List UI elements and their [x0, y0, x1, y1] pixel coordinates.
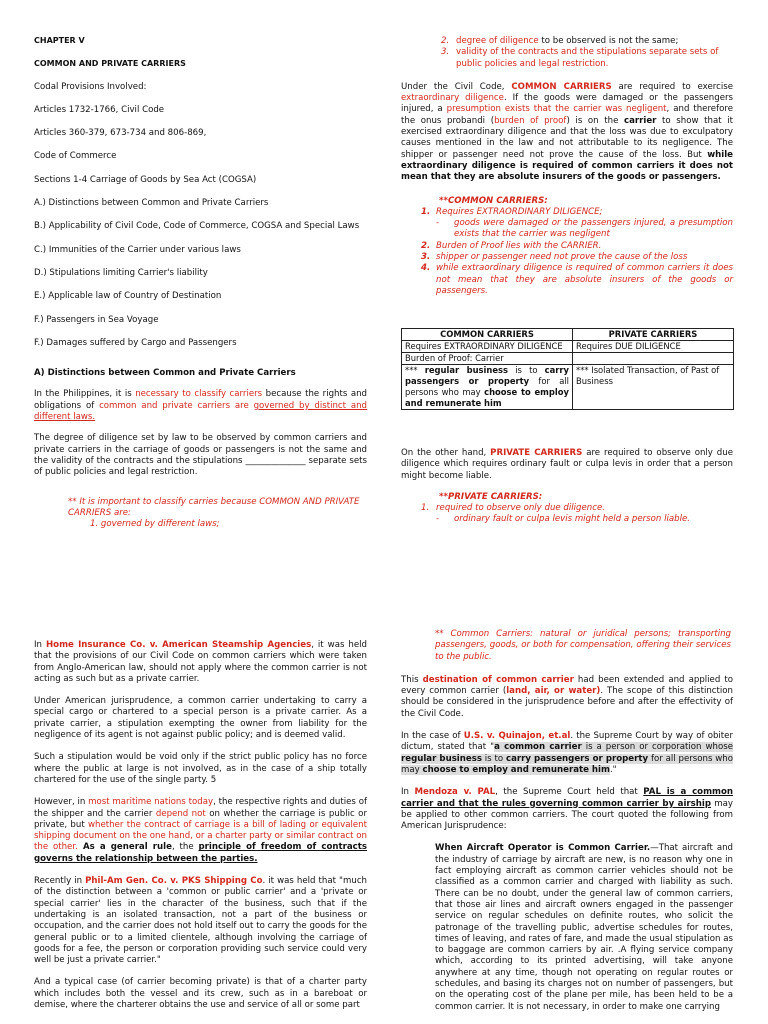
comparison-table [401, 328, 734, 410]
common-carriers-notes [401, 196, 733, 298]
list-item: 4. while extraordinary diligence is required of common carriers it does not mean that they are absolute insurers of the goods or passengers. [421, 263, 733, 296]
list-item: 2. degree of diligence to be observed is not the same; [441, 36, 679, 46]
table-row [402, 341, 734, 353]
note-text: ** It is important to classify carries because COMMON AND PRIVATE CARRIERS are: [68, 496, 360, 518]
paragraph-diligence: The degree of diligence set by law to be observed by common carriers and private carriers in the carriage of goods or passengers is not the same and the validity of the contracts and the stipulations ______________ separate sets of public policies and legal restriction. [34, 433, 367, 478]
codal-item: Articles 360-379, 673-734 and 806-869, [34, 128, 207, 139]
notes-heading: **PRIVATE CARRIERS: [439, 491, 543, 502]
paragraph-void: Such a stipulation would be void only if the strict public policy has no force where the public at large is not involved, as in the case of a ship totally chartered for the use of the single party. 5 [34, 752, 367, 785]
paragraph-american: Under American jurisprudence, a common carrier undertaking to carry a special cargo or chartered to a special person is a private carrier. As a private carrier, a stipulation exempting the owner from liability for the negligence of its agent is not against public policy; and is deemed valid. [34, 696, 367, 741]
topic-item: A.) Distinctions between Common and Private Carriers [34, 198, 269, 209]
topic-item: E.) Applicable law of Country of Destination [34, 291, 222, 302]
topic-item: F.) Passengers in Sea Voyage [34, 314, 159, 325]
chapter-title: COMMON AND PRIVATE CARRIERS [34, 59, 186, 69]
list-item: 1. Requires EXTRAORDINARY DILIGENCE; [421, 206, 603, 217]
private-carriers-notes [401, 492, 733, 526]
list-item: 3. shipper or passenger need not prove the cause of the loss [421, 252, 688, 263]
right-bottom-column [401, 629, 733, 1013]
paragraph-quinajon: In the case of U.S. v. Quinajon, et.al. the Supreme Court by way of obiter dictum, stated that "a common carrier is a person or corporation whose regular business is to carry passengers or property for all persons who may choose to employ and remunerate him." [401, 731, 734, 775]
table-cell: *** regular business is to carry passengers or property for all persons who may choose to employ and remunerate him [402, 365, 573, 410]
paragraph-charter: And a typical case (of carrier becoming private) is that of a charter party which includes both the vessel and its crew, such as in a bareboat or demise, where the charterer obtains the use and service of all or some part [34, 977, 367, 1011]
paragraph-home-insurance: In Home Insurance Co. v. American Steamship Agencies, it was held that the provisions of our Civil Code on common carriers which were taken from Anglo-American law, should not apply where the common carrier is not acting as such but as a private carrier. [34, 640, 368, 684]
table-header: PRIVATE CARRIERS [573, 329, 734, 341]
codal-item: Sections 1-4 Carriage of Goods by Sea Act (COGSA) [34, 174, 257, 185]
paragraph-civil-code: Under the Civil Code, COMMON CARRIERS are required to exercise extraordinary diligence. If the goods were damaged or the passengers injured, a presumption exists that the carrier was negligent, and therefore the onus probandi (burden of proof) is on the carrier to show that it exercised extraordinary diligence and that the loss was due to exculpatory causes mentioned in the law and not attributable to its negligence. The shipper or passenger need not prove the cause of the loss. But while extraordinary diligence is required of common carriers it does not mean that they are absolute insurers of the goods or passengers. [401, 81, 733, 183]
chapter-label: CHAPTER V [34, 36, 85, 45]
topic-item: F.) Damages suffered by Cargo and Passengers [34, 337, 237, 348]
paragraph-maritime: However, in most maritime nations today, the respective rights and duties of the shipper and the carrier depend not on whether the carriage is public or private, but whether the contract of carriage is a bill of lading or equivalent shipping document on the one hand, or a charter party or similar contract on the other. As a general rule, the principle of freedom of contracts governs the relationship between the parties. [34, 797, 367, 864]
paragraph-mendoza: In Mendoza v. PAL, the Supreme Court held that PAL is a common carrier and that the rules governing common carrier by airship may be applied to other common carriers. The court quoted the following from American Jurisprudence: [401, 787, 734, 832]
continued-list [401, 36, 731, 70]
quote-american-jurisprudence: When Aircraft Operator is Common Carrier.—That aircraft and the industry of carriage by aircraft are new, is no reason why one in fact employing aircraft as common carrier vehicles should not be classified as a common carrier and charged with liability as such. There can be no doubt, under the general law of common carriers, that those air lines and aircraft owners engaged in the passenger service on regular schedules on definite routes, who solicit the patronage of the travelling public, advertise schedules for routes, times of leaving, and rates of fare, and made the usual stipulation as to baggage are common carriers by air. .A flying service company which, according to its printed advertising, will take anyone anywhere at any time, though not operating on regular routes or schedules, and basing its charges not on number of passengers, but on the operating cost of the plane per mile, has been held to be a common carrier. It is not necessary, in order to make one carrying [435, 843, 733, 1012]
codal-label: Codal Provisions Involved: [34, 81, 147, 92]
paragraph-classify: In the Philippines, it is necessary to classify carriers because the rights and obligations of common and private carriers are governed by distinct and different laws. [34, 389, 367, 423]
table-cell [573, 353, 734, 365]
topic-item: B.) Applicability of Civil Code, Code of Commerce, COGSA and Special Laws [34, 221, 360, 232]
codal-item: Articles 1732-1766, Civil Code [34, 104, 165, 115]
table-cell: Requires EXTRAORDINARY DILIGENCE [402, 341, 573, 353]
table-cell: Requires DUE DILIGENCE [573, 341, 734, 353]
table-cell: *** Isolated Transaction, of Past of Business [573, 365, 734, 410]
right-top-column [401, 36, 733, 297]
right-private-section [401, 448, 733, 526]
table-header-row [402, 329, 734, 341]
list-item: 3. validity of the contracts and the stipulations separate sets of public policies and legal restriction. [441, 47, 719, 69]
note-item: 1. governed by different laws; [90, 519, 220, 530]
list-item: - goods were damaged or the passengers injured, a presumption exists that the carrier was negligent [436, 218, 733, 240]
list-item: 1. required to observe only due diligence. [421, 503, 605, 514]
notes-heading: **COMMON CARRIERS: [439, 195, 548, 206]
table-row [402, 353, 734, 365]
topic-item: C.) Immunities of the Carrier under various laws [34, 244, 241, 255]
section-a-heading: A) Distinctions between Common and Private Carriers [34, 368, 296, 379]
topic-item: D.) Stipulations limiting Carrier's liability [34, 267, 208, 278]
left-bottom-column [34, 640, 367, 1011]
left-top-column [34, 35, 367, 530]
list-item: 2. Burden of Proof lies with the CARRIER. [421, 240, 602, 251]
note-classify [34, 497, 368, 531]
paragraph-private-carriers: On the other hand, PRIVATE CARRIERS are required to observe only due diligence which requires ordinary fault or culpa levis in order that a person might become liable. [401, 448, 733, 481]
table-row [402, 365, 734, 410]
list-item: - ordinary fault or culpa levis might held a person liable. [436, 514, 690, 525]
note-common-carriers: ** Common Carriers: natural or juridical persons; transporting passengers, goods, or both for compensation, offering their services to the public. [435, 629, 731, 662]
codal-item: Code of Commerce [34, 151, 117, 162]
table-header: COMMON CARRIERS [402, 329, 573, 341]
table-cell: Burden of Proof: Carrier [402, 353, 573, 365]
paragraph-philam: Recently in Phil-Am Gen. Co. v. PKS Shipping Co. it was held that "much of the distinction between a 'common or public carrier' and a 'private or special carrier' lies in the character of the business, such that if the undertaking is an isolated transaction, not a part of the business or occupation, and the carrier does not hold itself out to carry the goods for the general public or to a limited clientele, although involving the carriage of goods for a fee, the person or corporation providing such service could very well be just a private carrier." [34, 876, 368, 966]
paragraph-destination: This destination of common carrier had been extended and applied to every common carrier (land, air, or water). The scope of this distinction should be considered in the jurisprudence before and after the effectivity of the Civil Code. [401, 674, 734, 719]
